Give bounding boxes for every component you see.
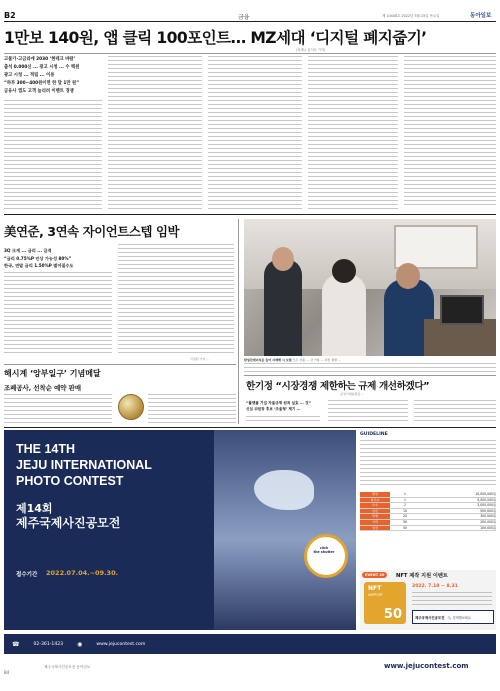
prize-cell: 3,000,000원 [477, 503, 496, 508]
photo-monitor [440, 295, 484, 325]
prize-cell: 5,000,000원 [477, 497, 496, 502]
photo-head-1 [272, 247, 294, 271]
section-label: 금융 [238, 14, 250, 21]
second-subheads [4, 247, 124, 270]
lead-rule [4, 53, 496, 54]
photo-caption [244, 358, 496, 362]
ad-title-en-3: PHOTO CONTEST [16, 474, 124, 488]
guideline-panel [360, 430, 496, 568]
lead-bottom-rule [4, 214, 496, 215]
nft-sub: SUPPORT [368, 593, 383, 597]
prize-cell: 우수 [360, 503, 390, 508]
prize-cell: 20 [403, 514, 407, 519]
second-subhead-3: 한국, 연말 금리 1.50%P 벌어질수도 [4, 263, 74, 268]
prize-cell: 가작 [360, 520, 390, 525]
photo-caption-lines [244, 363, 496, 372]
prize-cell: 500,000원 [480, 508, 496, 513]
medal-image [118, 394, 144, 420]
ad-title-en-2: JEJU INTERNATIONAL [16, 458, 152, 472]
prize-cell: 입선 [360, 509, 390, 514]
photo-caption-text: 모두 사용 ... 금 기록 ... 사진 설명 ... [292, 358, 341, 362]
nft-event-panel [360, 570, 496, 630]
brand-logo: 동아일보 [470, 13, 492, 19]
contact-box[interactable] [412, 610, 494, 624]
photo-person-1 [264, 259, 302, 356]
lead-subhead-4: “하루 300~400원이면 한 달 1만 원” [4, 81, 80, 86]
nft-number: 50 [383, 607, 402, 622]
third-headline: 한기정 “시장경쟁 제한하는 규제 개선하겠다” [246, 381, 430, 392]
column-divider [238, 219, 239, 424]
nft-card [364, 582, 406, 624]
ad-logos: 제주국제사진공모전 동아일보 [44, 665, 91, 669]
contact-title: 제주국제사진공모전 [415, 615, 445, 620]
prize-cell: 최우수 [360, 498, 390, 503]
ad-hero-photo [214, 430, 356, 630]
shutter-button[interactable] [304, 534, 348, 578]
third-subhead-1: “플랫폼 기업 자율규제 원칙 실효 ... 것” [246, 401, 311, 405]
prize-cell: 50 [403, 525, 407, 530]
fourth-body-col-1 [4, 394, 112, 424]
second-headline: 美연준, 3연속 자이언트스텝 임박 [4, 224, 180, 239]
contact-search: 🔍 검색해보세요 [447, 615, 471, 620]
photo-caption-title: 한성진에너지를 들어 사례해 시 보험 [244, 358, 292, 362]
lead-body-col-5 [404, 56, 496, 208]
ad-title-en-1: THE 14TH [16, 442, 76, 456]
prize-cell: 1 [404, 492, 406, 496]
event-dates: 2022. 7.18 ~ 8.31 [412, 584, 458, 589]
ad-footer-bar [4, 634, 496, 654]
second-subhead-1: 3Q 크게 ... 금리 ... 급격 [4, 248, 52, 253]
photo-head-2 [332, 259, 356, 283]
fourth-headline: 해시계 ‘앙부일구’ 기념메달 [4, 369, 101, 378]
prize-cell: 200,000원 [480, 519, 496, 524]
click-text: click the shutter [313, 546, 335, 554]
third-body-col-2 [328, 400, 408, 424]
lead-body-col-3 [208, 56, 302, 210]
photo-person-2 [322, 274, 366, 356]
lead-body-col-1 [4, 100, 102, 210]
edition-info: 제 10408호 2022년 5월 25일 목요일 [382, 14, 440, 18]
prize-cell: 입선 [360, 526, 390, 531]
third-body-col-1 [246, 416, 320, 424]
second-subhead-2: “금리 0.75%P 인상 가능성 80%” [4, 255, 72, 261]
lead-body-col-2 [108, 56, 202, 210]
prize-cell: 10 [403, 508, 407, 513]
fourth-subhead: 조폐공사, 선착순 예약 판매 [4, 384, 82, 392]
fourth-top-rule [4, 364, 236, 365]
prize-cell: 300,000원 [480, 514, 496, 519]
ad-period: 2022.07.04.~09.30. [46, 569, 119, 577]
event-title: NFT 제작 지원 이벤트 [396, 573, 448, 579]
prize-row [360, 526, 496, 532]
photo-head-3 [396, 263, 420, 289]
ad-phone[interactable]: 02-361-1423 [33, 641, 64, 647]
lead-subhead-3: 광고 시청 ... 적립 ... 이용 [4, 73, 55, 78]
prize-cell: 특별 [360, 514, 390, 519]
second-body-col-1 [4, 272, 112, 354]
lead-subheads [4, 56, 104, 96]
prize-cell: 2 [404, 503, 406, 508]
third-subheads [246, 400, 324, 412]
news-photo [244, 219, 496, 356]
third-kicker: 공정거래위원장 ... [340, 392, 365, 396]
event-text [412, 592, 492, 606]
prize-table [360, 492, 496, 531]
third-subhead-2: 신임 위원장 후보 ‘조율형’ 제기 ... [246, 407, 301, 411]
second-body-col-2 [118, 244, 234, 354]
ad-title-kr-1: 제14회 [16, 502, 53, 515]
guideline-title: GUIDELINE [360, 432, 388, 437]
ad-title-kr-2: 제주국제사진공모전 [16, 516, 121, 530]
prize-cell: 1 [404, 497, 406, 502]
event-badge: EVENT 20 [362, 572, 387, 578]
lead-headline: 1만보 140원, 앱 클릭 100포인트… MZ세대 ‘디지털 폐지줍기’ [4, 29, 427, 47]
prize-cell: 100,000원 [480, 525, 496, 530]
lead-byline: (정세나 홍석호 기자) [296, 48, 326, 52]
fourth-body-col-2 [148, 394, 236, 424]
lead-subhead-1: 고물가·고금리에 2030 ‘현테크 바람’ [4, 57, 76, 62]
lead-subhead-2: 출석 0.000신 ... 광고 시청 ... 수 백원 [4, 65, 80, 70]
third-body-col-3 [414, 400, 496, 424]
ad-bottom-website[interactable]: www.jejucontest.com [384, 662, 469, 670]
prize-cell: 10,000,000원 [475, 492, 496, 496]
header-rule [4, 21, 496, 22]
lead-subhead-5: 금융사 앱도 고객 늘리려 이벤트 경쟁 [4, 89, 74, 94]
page-number: B2 [4, 11, 16, 20]
photo-contest-ad [4, 430, 496, 686]
nft-label: NFT [368, 585, 382, 592]
second-byline: 서정원 기자 ... [190, 357, 210, 361]
globe-icon: ◉ [77, 640, 83, 648]
footer-page-number: B4 [4, 670, 10, 675]
ad-website[interactable]: www.jejucontest.com [96, 641, 146, 647]
lead-body-col-4 [308, 56, 398, 210]
prize-cell: 30 [403, 519, 407, 524]
ad-period-label: 접수기간 [16, 572, 38, 578]
third-top-rule [244, 375, 496, 376]
guideline-text [360, 440, 496, 488]
prize-cell: 대상 [360, 492, 390, 497]
phone-icon: ☎ [12, 640, 20, 648]
ad-top-rule [4, 427, 496, 428]
